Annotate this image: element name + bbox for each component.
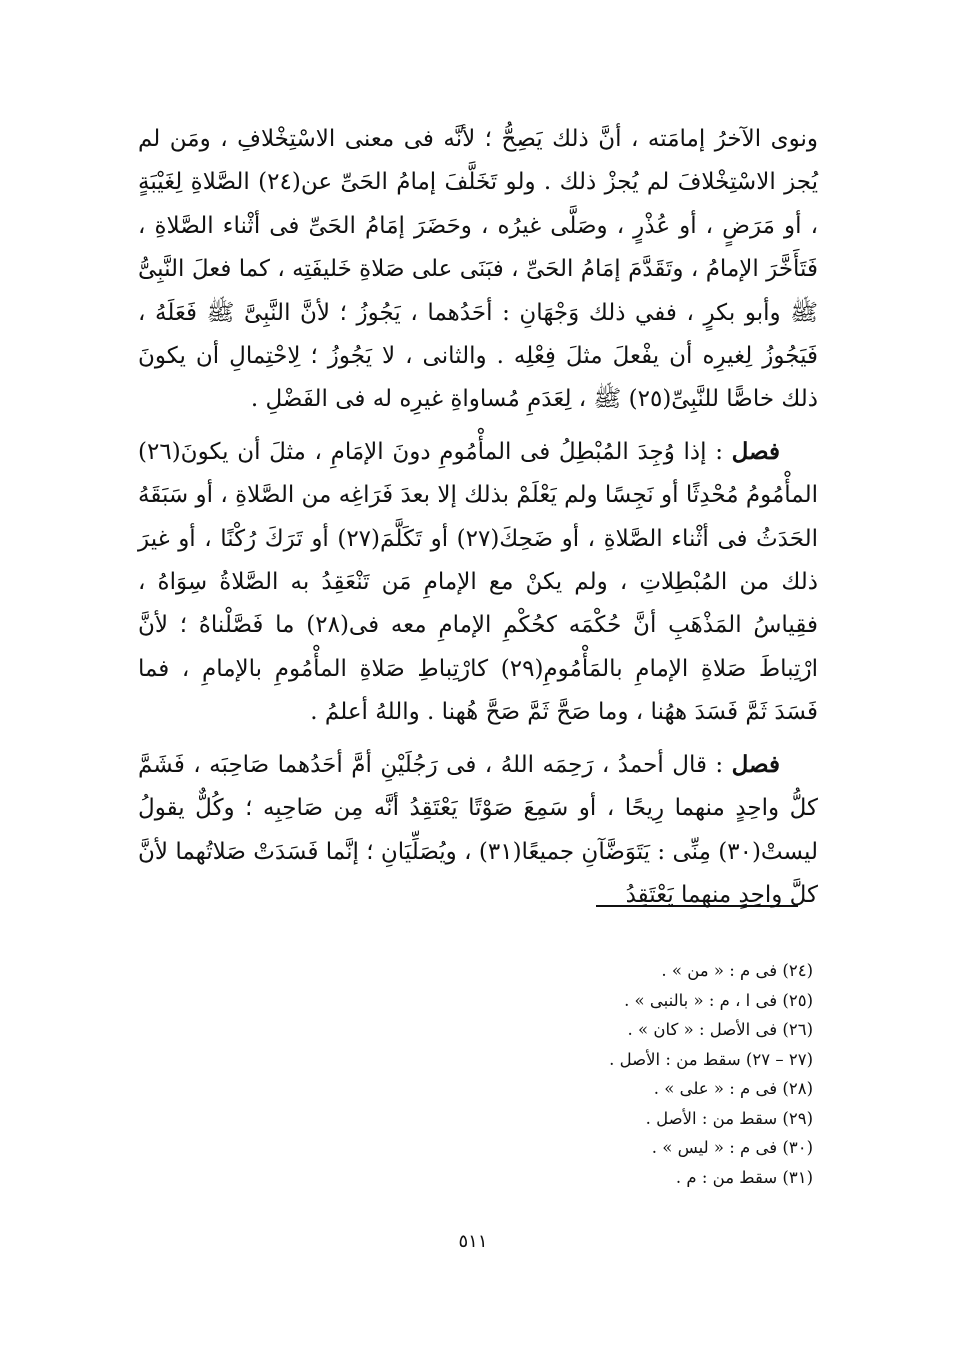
footnote-item: (٣٠) فى م : « ليس » . (651, 1138, 813, 1157)
footnote-item: (٣١) سقط من : م . (675, 1167, 813, 1187)
paragraph-spacer (138, 422, 818, 430)
footnote-item: (٢٦) فى الأصل : « كان » . (627, 1020, 813, 1039)
paragraph-spacer (138, 735, 818, 743)
footnote-item: (٢٧ – ٢٧) سقط من : الأصل . (609, 1049, 813, 1069)
main-text-block (138, 118, 818, 917)
footnotes-list (483, 956, 813, 1192)
footnote-item: (٢٤) فى م : « من » . (661, 961, 813, 980)
paragraph-2 (138, 430, 818, 735)
paragraph-3-text: : قال أحمدُ ، رَحِمَه اللهُ ، فى رَجُلَيْنِ أمَّ أحَدُهما صَاحِبَه ، فَشَمَّ كلُّ واحِدٍ منهما رِيحًا ، أو سَمِعَ صَوْتًا يَعْتَقِدُ أنَّه مِن صَاحِبِه ؛ وكُلٌّ يقولُ ليستْ(٣٠) مِنِّى : يَتَوَضَّآنِ جميعًا(٣١) ، ويُصَلِّيَانِ ؛ إنَّما فَسَدَتْ صَلاتُهما لأنَّ كلَّ واحِدٍ منهما يَعْتَقِدُ (138, 751, 818, 908)
section-label-fasl: فصل (731, 437, 780, 465)
page-number: ٥١١ (458, 1231, 488, 1252)
footnote-item: (٢٨) فى م : « على » . (653, 1079, 813, 1098)
footnote-item: (٢٩) سقط من : الأصل . (645, 1108, 813, 1128)
paragraph-1 (138, 118, 818, 422)
paragraph-3 (138, 743, 818, 918)
paragraph-1-text: ونوى الآخرُ إمامَته ، أنَّ ذلك يَصِحُّ ؛ لأنَّه فى معنى الاسْتِخْلافِ ، ومَن لم يُجز الاسْتِخْلافَ لم يُجزْ ذلك . ولو تَخَلَّفَ إمامُ الحَىِّ عن(٢٤) الصَّلاةِ لِغَيْبَةٍ ، أو مَرَضٍ ، أو عُذْرٍ ، وصَلَّى غيرُه ، وحَضَرَ إمَامُ الحَىِّ فى أثْناء الصَّلاةِ ، فَتَأَخَّرَ الإمامُ ، وتَقَدَّمَ إمَامُ الحَىِّ ، فبَنَى على صَلاةِ خَليفَتِه ، كما فعلَ النَّبِىُّ ﷺ وأبو بكرٍ ، ففي ذلك وَجْهَانِ : أحَدُهما ، يَجُوزُ ؛ لأنَّ النَّبِىَّ ﷺ فَعَلَهُ ، فَيَجُوزُ لِغيرِه أن يفْعلَ مثلَ فِعْلِه . والثانى ، لا يَجُوزُ ؛ لِاحْتِمالِ أن يكونَ ذلك خاصًّا للنَّبِىِّ(٢٥) ﷺ ، لِعَدَمِ مُساواةِ غيرِه له فى الفَضْلِ . (138, 126, 819, 413)
section-label-fasl: فصل (731, 750, 780, 778)
footnote-separator-rule (596, 905, 798, 907)
footnote-item: (٢٥) فى ا ، م : « بالنبى » . (624, 990, 813, 1010)
paragraph-2-text: : إذا وُجِدَ المُبْطِلُ فى المأْمُومِ دونَ الإمَامِ ، مثلَ أن يكونَ(٢٦) المأْمُومُ مُحْدِثًا أو نَجِسًا ولم يَعْلَمْ بذلك إلا بعدَ فَرَاغِه من الصَّلاةِ ، أو سَبَقَهُ الحَدَثُ فى أثْناء الصَّلاةِ ، أو ضَحِكَ(٢٧) أو تَكَلَّمَ(٢٧) أو تَرَكَ رُكْنًا ، أو غيرَ ذلك من المُبْطِلاتِ ، ولم يكنْ مع الإمامِ مَن تَنْعَقِدُ به الصَّلاةُ سِوَاهُ ، فقِياسُ المَذْهَبِ أنَّ حُكْمَه كحُكْمِ الإمامِ معه فى(٢٨) ما فَصَّلْناهُ ؛ لأنَّ ارْتِباطَ صَلاةِ الإمامِ بالمَأْمُومِ(٢٩) كارْتِباطِ صَلاةِ المأْمُومِ بالإمامِ ، فما فَسَدَ ثَمَّ فَسَدَ ههُنا ، وما صَحَّ ثَمَّ صَحَّ هُهنا . واللهُ أعلمُ . (138, 438, 818, 726)
